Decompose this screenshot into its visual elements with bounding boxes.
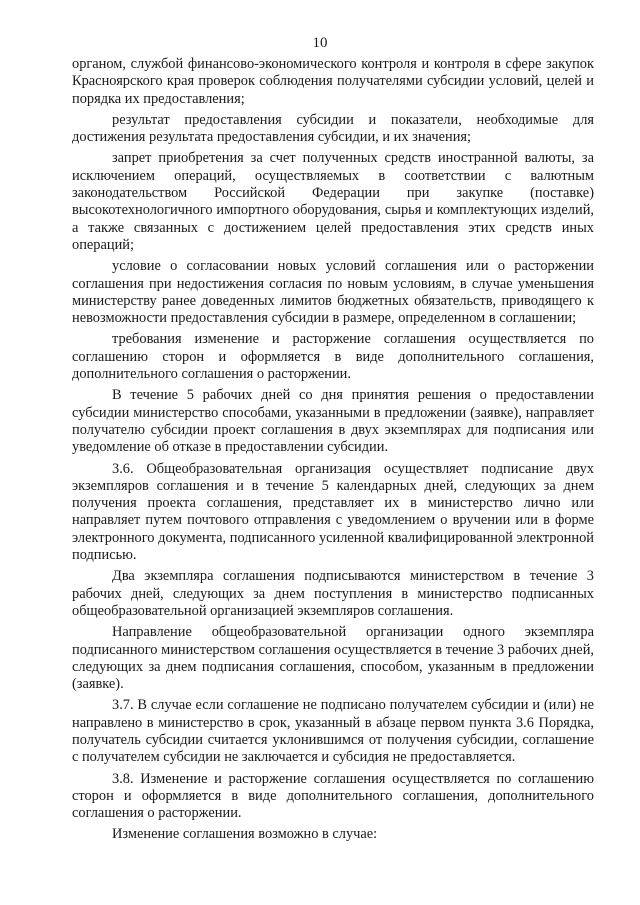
paragraph: 3.8. Изменение и расторжение соглашения осуществляется по соглашению сторон и оформляется в виде дополнительного соглашения, дополнительного соглашения о расторжении. (72, 770, 594, 822)
paragraph: условие о согласовании новых условий соглашения или о расторжении соглашения при недостижения согласия по новым условиям, в случае уменьшения министерству ранее доведенных лимитов бюджетных обязательств, приводящего к невозможности предоставления субсидии в размере, определенном в соглашении; (72, 258, 594, 327)
paragraph: результат предоставления субсидии и показатели, необходимые для достижения результата предоставления субсидии, и их значения; (72, 111, 594, 146)
paragraph: Изменение соглашения возможно в случае: (112, 826, 378, 843)
paragraph: органом, службой финансово-экономического контроля и контроля в сфере закупок Красноярского края проверок соблюдения получателями субсидии условий, целей и порядка их предоставления; (72, 56, 594, 107)
page-number: 10 (312, 35, 328, 51)
paragraph: В течение 5 рабочих дней со дня принятия решения о предоставлении субсидии министерство способами, указанными в предложении (заявке), направляет получателю субсидии проект соглашения в двух экземплярах для подписания или уведомление об отказе в предоставлении субсидии. (72, 387, 594, 456)
paragraph: Два экземпляра соглашения подписываются министерством в течение 3 рабочих дней, следующих за днем поступления в министерство подписанных общеобразовательной организацией экземпляров соглашения. (72, 568, 594, 619)
paragraph: 3.7. В случае если соглашение не подписано получателем субсидии и (или) не направлено в министерство в срок, указанный в абзаце первом пункта 3.6 Порядка, получатель субсидии считается уклонившимся от получения субсидии, соглашение с получателем субсидии не заключается и субсидия не предоставляется. (72, 697, 594, 766)
paragraph: 3.6. Общеобразовательная организация осуществляет подписание двух экземпляров соглашения и в течение 5 календарных дней, следующих за днем получения проекта соглашения, представляет их в министерство лично или направляет путем почтового отправления с уведомлением о вручении или в форме электронного документа, подписанного усиленной квалифицированной электронной подписью. (72, 460, 594, 564)
paragraph: запрет приобретения за счет полученных средств иностранной валюты, за исключением операций, осуществляемых в соответствии с валютным законодательством Российской Федерации при закупке (поставке) высокотехнологичного импортного оборудования, сырья и комплектующих изделий, а также связанных с достижением целей предоставления этих средств иных операций; (72, 150, 594, 253)
document-body (72, 56, 594, 848)
paragraph: Направление общеобразовательной организации одного экземпляра подписанного министерством соглашения осуществляется в течение 3 рабочих дней, следующих за днем подписания соглашения, способом, указанным в предложении (заявке). (72, 624, 594, 693)
paragraph: требования изменение и расторжение соглашения осуществляется по соглашению сторон и оформляется в виде дополнительного соглашения, дополнительного соглашения о расторжении. (72, 331, 594, 383)
